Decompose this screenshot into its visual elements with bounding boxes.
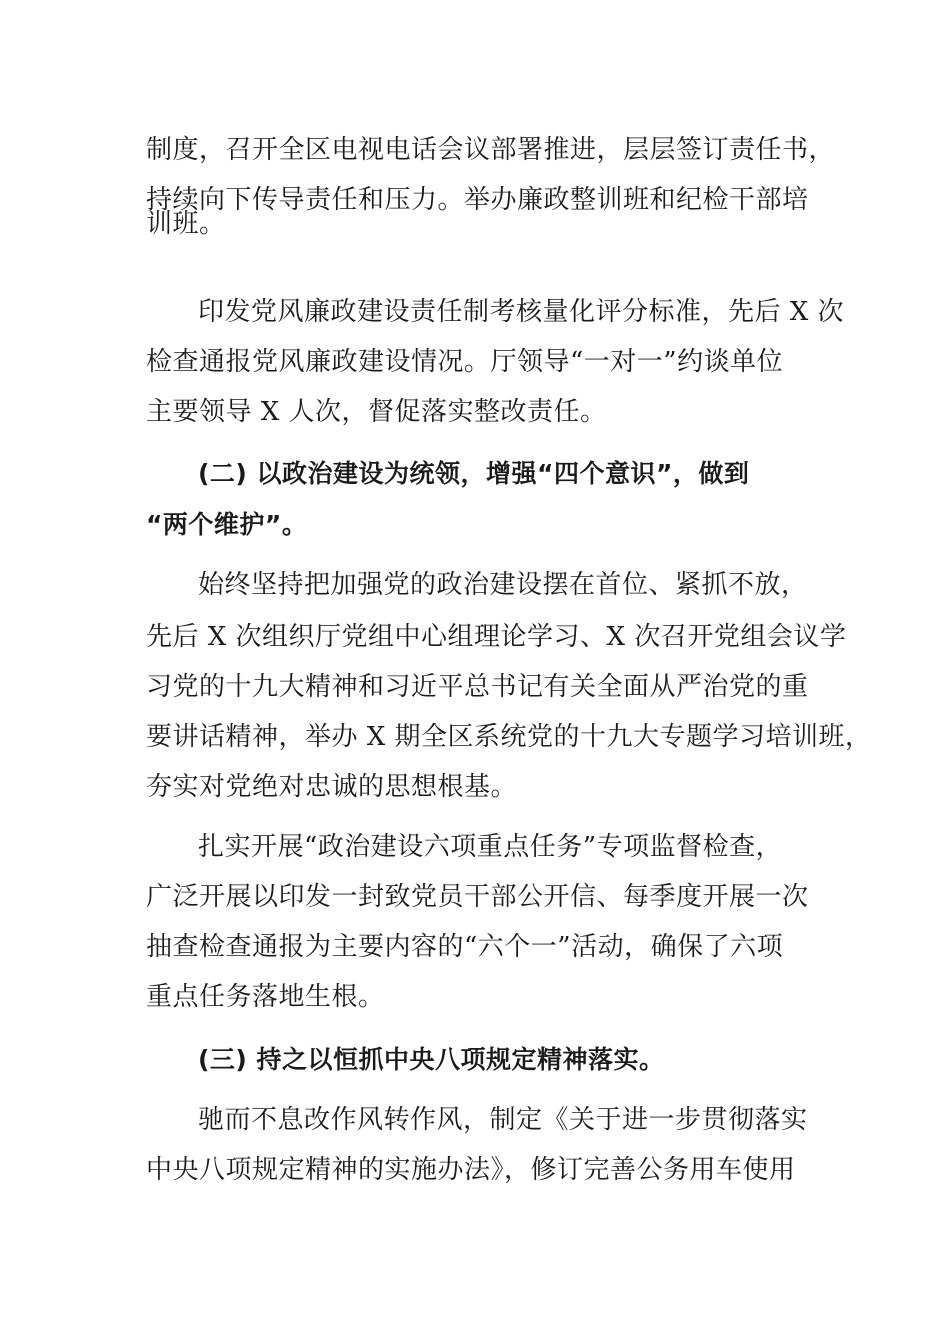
paragraph-4-line-2: 广泛开展以印发一封致党员干部公开信、每季度开展一次 [146,882,809,912]
paragraph-4-line-3: 抽查检查通报为主要内容的“六个一”活动，确保了六项 [146,932,784,962]
paragraph-1-line-1: 制度，召开全区电视电话会议部署推进，层层签订责任书， [146,135,836,165]
paragraph-2-line-2: 检查通报党风廉政建设情况。厅领导“一对一”约谈单位 [146,347,784,377]
paragraph-5-line-2: 中央八项规定精神的实施办法》，修订完善公务用车使用 [146,1155,796,1185]
paragraph-1-line-2: 持续向下传导责任和压力。举办廉政整训班和纪检干部培 [146,185,809,215]
paragraph-5-line-1: 驰而不息改作风转作风，制定《关于进一步贯彻落实 [198,1105,808,1135]
paragraph-2-line-3: 主要领导 X 人次，督促落实整改责任。 [146,397,607,427]
paragraph-3-line-5: 夯实对党绝对忠诚的思想根基。 [146,772,518,802]
section-heading-2-line-2: “两个维护”。 [146,510,308,539]
paragraph-2-line-1: 印发党风廉政建设责任制考核量化评分标准，先后 X 次 [198,297,845,327]
section-heading-2-line-1: (二) 以政治建设为统领，增强“四个意识”，做到 [198,459,750,488]
paragraph-3-line-3: 习党的十九大精神和习近平总书记有关全面从严治党的重 [146,672,809,702]
paragraph-4-line-4: 重点任务落地生根。 [146,982,385,1012]
paragraph-3-line-2: 先后 X 次组织厅党组中心组理论学习、X 次召开党组会议学 [146,622,847,652]
paragraph-4-line-1: 扎实开展“政治建设六项重点任务”专项监督检查， [198,832,783,862]
section-heading-3: (三) 持之以恒抓中央八项规定精神落实。 [198,1045,665,1074]
paragraph-3-line-4: 要讲话精神，举办 X 期全区系统党的十九大专题学习培训班， [146,722,872,752]
paragraph-1-line-3: 训班。 [146,209,226,239]
paragraph-3-line-1: 始终坚持把加强党的政治建设摆在首位、紧抓不放， [198,570,808,600]
